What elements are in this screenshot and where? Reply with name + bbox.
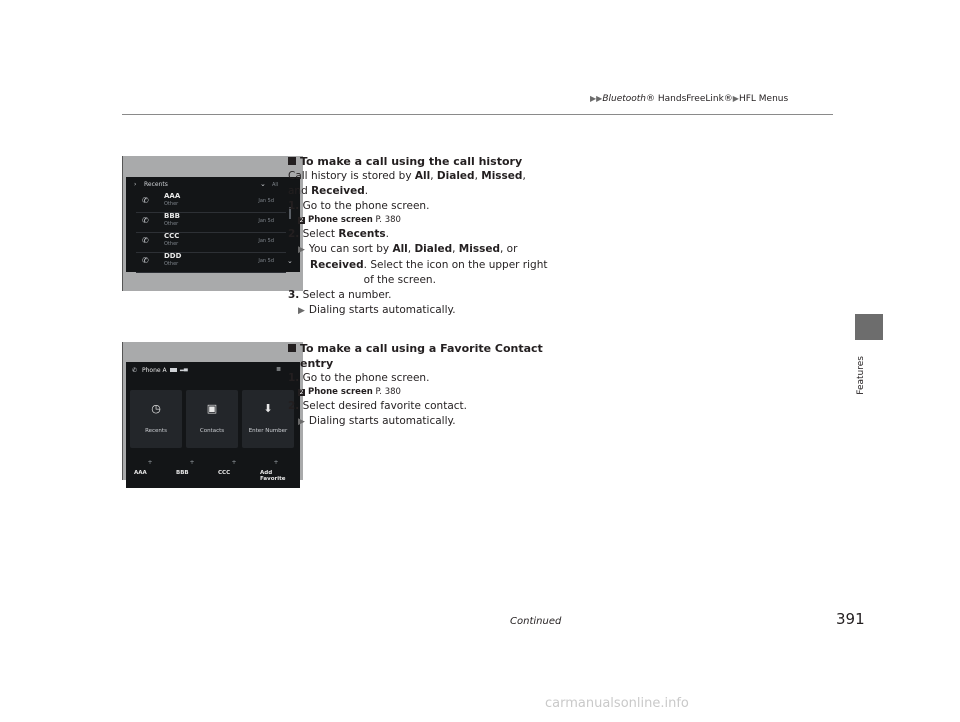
call-date: Jan 5d [258,218,274,224]
intro-and: and [288,185,312,197]
heading-square-icon [288,157,296,165]
reference-page: P. 380 [375,387,401,397]
tile-recents[interactable] [130,390,182,448]
chevron-right-icon: ▶▶ [590,94,603,103]
step-text: Select [302,228,339,240]
sub-text: You can sort by [308,243,393,255]
call-date: Jan 5d [258,258,274,264]
recent-call-row[interactable] [136,252,286,273]
breadcrumb [590,94,788,104]
section1-intro: Call history is stored by All, Dialed, Missed, [288,170,526,182]
call-icon: ✆ [142,196,149,205]
recents-title: Recents [144,181,168,188]
sub-step: ▶ You can sort by All, Dialed, Missed, or [298,243,518,255]
contact-number-type: Other [164,241,179,247]
favorite-label: Add Favorite [260,470,286,482]
option-missed: Missed [481,170,523,182]
favorite-bbb[interactable] [172,457,212,483]
reference-page: P. 380 [375,215,401,225]
breadcrumb-bluetooth: Bluetooth [602,94,647,104]
sort-dialed: Dialed [414,243,453,255]
sort-received: Received [310,259,364,271]
contact-number-type: Other [164,221,179,227]
breadcrumb-hfl-menus: HFL Menus [738,94,789,104]
section2-heading-cont: entry [300,357,334,370]
heading-square-icon [288,344,296,352]
clock-icon: ◷ [151,402,161,415]
sub-text: Dialing starts automatically. [308,304,456,316]
section2-heading [288,341,568,356]
call-icon: ✆ [142,256,149,265]
reference-icon: 2 [299,217,304,224]
step-number: 3. [288,289,300,301]
step-number: 2. [288,228,300,240]
battery-icon [170,368,177,372]
recent-call-row[interactable] [136,212,286,233]
header-rule [122,114,833,115]
reference-label: Phone screen [308,387,373,397]
cross-reference[interactable] [288,214,568,227]
breadcrumb-handsfreelink: ® HandsFreeLink® [646,94,733,104]
favorite-label: AAA [134,470,147,476]
arrow-right-icon: ▶ [298,306,305,316]
page-number: 391 [836,610,865,628]
section1-heading-text: To make a call using the call history [300,155,523,168]
sub-text-or: , or [499,243,518,255]
plus-icon: + [147,459,153,466]
intro-prefix: Call history is stored by [288,170,415,182]
step-1 [288,371,568,386]
arrow-right-icon: ▶ [298,245,305,255]
sub-text-rest: . Select the icon on the upper right of the screen. [363,259,548,286]
sort-dropdown-icon[interactable]: ⌄ [260,180,266,188]
step-number: 2. [288,400,300,412]
phone-icon: ✆ [132,367,138,374]
contact-number-type: Other [164,201,179,207]
contacts-icon: ▣ [206,402,218,415]
contact-name: DDD [164,252,182,260]
step-text: Select desired favorite contact. [302,400,467,412]
step-2: 2. Select Recents. [288,228,390,240]
recents-screenshot [122,156,303,291]
watermark: carmanualsonline.info [545,696,689,711]
section-tab-label: Features [856,356,866,395]
tile-label: Contacts [199,428,225,434]
sub-step [288,303,568,319]
section1-text [288,154,568,319]
section1-heading [288,154,568,169]
menu-icon[interactable]: ≣ [276,366,282,373]
sub-step-cont [288,258,568,288]
section2-heading-text: To make a call using a Favorite Contact [300,342,543,355]
scroll-down-icon[interactable]: ⌄ [287,257,293,265]
arrow-right-icon: ▶ [298,417,305,427]
sort-all: All [392,243,408,255]
contact-name: CCC [164,232,180,240]
back-icon[interactable]: › [134,181,137,188]
step-text: Select a number. [302,289,392,301]
reference-icon: 2 [299,389,304,396]
step-number: 1. [288,372,300,384]
step-text: Go to the phone screen. [302,200,430,212]
step-3 [288,288,568,303]
tile-label: Enter Number [248,428,288,434]
contact-name: BBB [164,212,181,220]
call-icon: ✆ [142,236,149,245]
continued-label: Continued [510,616,562,627]
sub-text: Dialing starts automatically. [308,415,456,427]
tile-contacts[interactable] [186,390,238,448]
plus-icon: + [231,459,237,466]
sort-filter-value: All [272,182,279,188]
call-date: Jan 5d [258,238,274,244]
plus-icon: + [189,459,195,466]
recents-screen [126,177,300,272]
step-number: 1. [288,200,300,212]
favorite-add-favorite[interactable] [256,457,296,483]
option-all: All [414,170,431,182]
tile-enter-number[interactable] [242,390,294,448]
phone-menu-screenshot [122,342,303,480]
step-1 [288,199,568,214]
step-2 [288,399,568,414]
sub-step [288,414,568,430]
section2-text [288,341,568,430]
favorite-label: BBB [176,470,189,476]
tile-label: Recents [145,428,167,434]
plus-icon: + [273,459,279,466]
favorite-label: CCC [218,470,231,476]
step-target: Recents [338,228,386,240]
phone-title: Phone A [142,367,167,374]
call-date: Jan 5d [258,198,274,204]
chevron-right-icon: ▶ [732,94,739,103]
contact-number-type: Other [164,261,179,267]
phone-menu-screen [126,362,300,488]
dialpad-icon: ⬇ [263,402,273,415]
favorite-aaa[interactable] [130,457,170,483]
step-text: Go to the phone screen. [302,372,430,384]
option-received: Received [311,185,365,197]
section-tab-marker [855,314,883,340]
recent-call-row[interactable] [136,232,286,253]
recent-call-row[interactable] [136,192,286,213]
reference-label: Phone screen [308,215,373,225]
cross-reference[interactable] [288,386,568,399]
contact-name: AAA [164,192,181,200]
sort-missed: Missed [458,243,500,255]
favorite-ccc[interactable] [214,457,254,483]
call-icon: ✆ [142,216,149,225]
option-dialed: Dialed [436,170,475,182]
signal-icon: ▂▄ [180,366,188,372]
section1-intro-cont: and Received. [288,185,369,197]
